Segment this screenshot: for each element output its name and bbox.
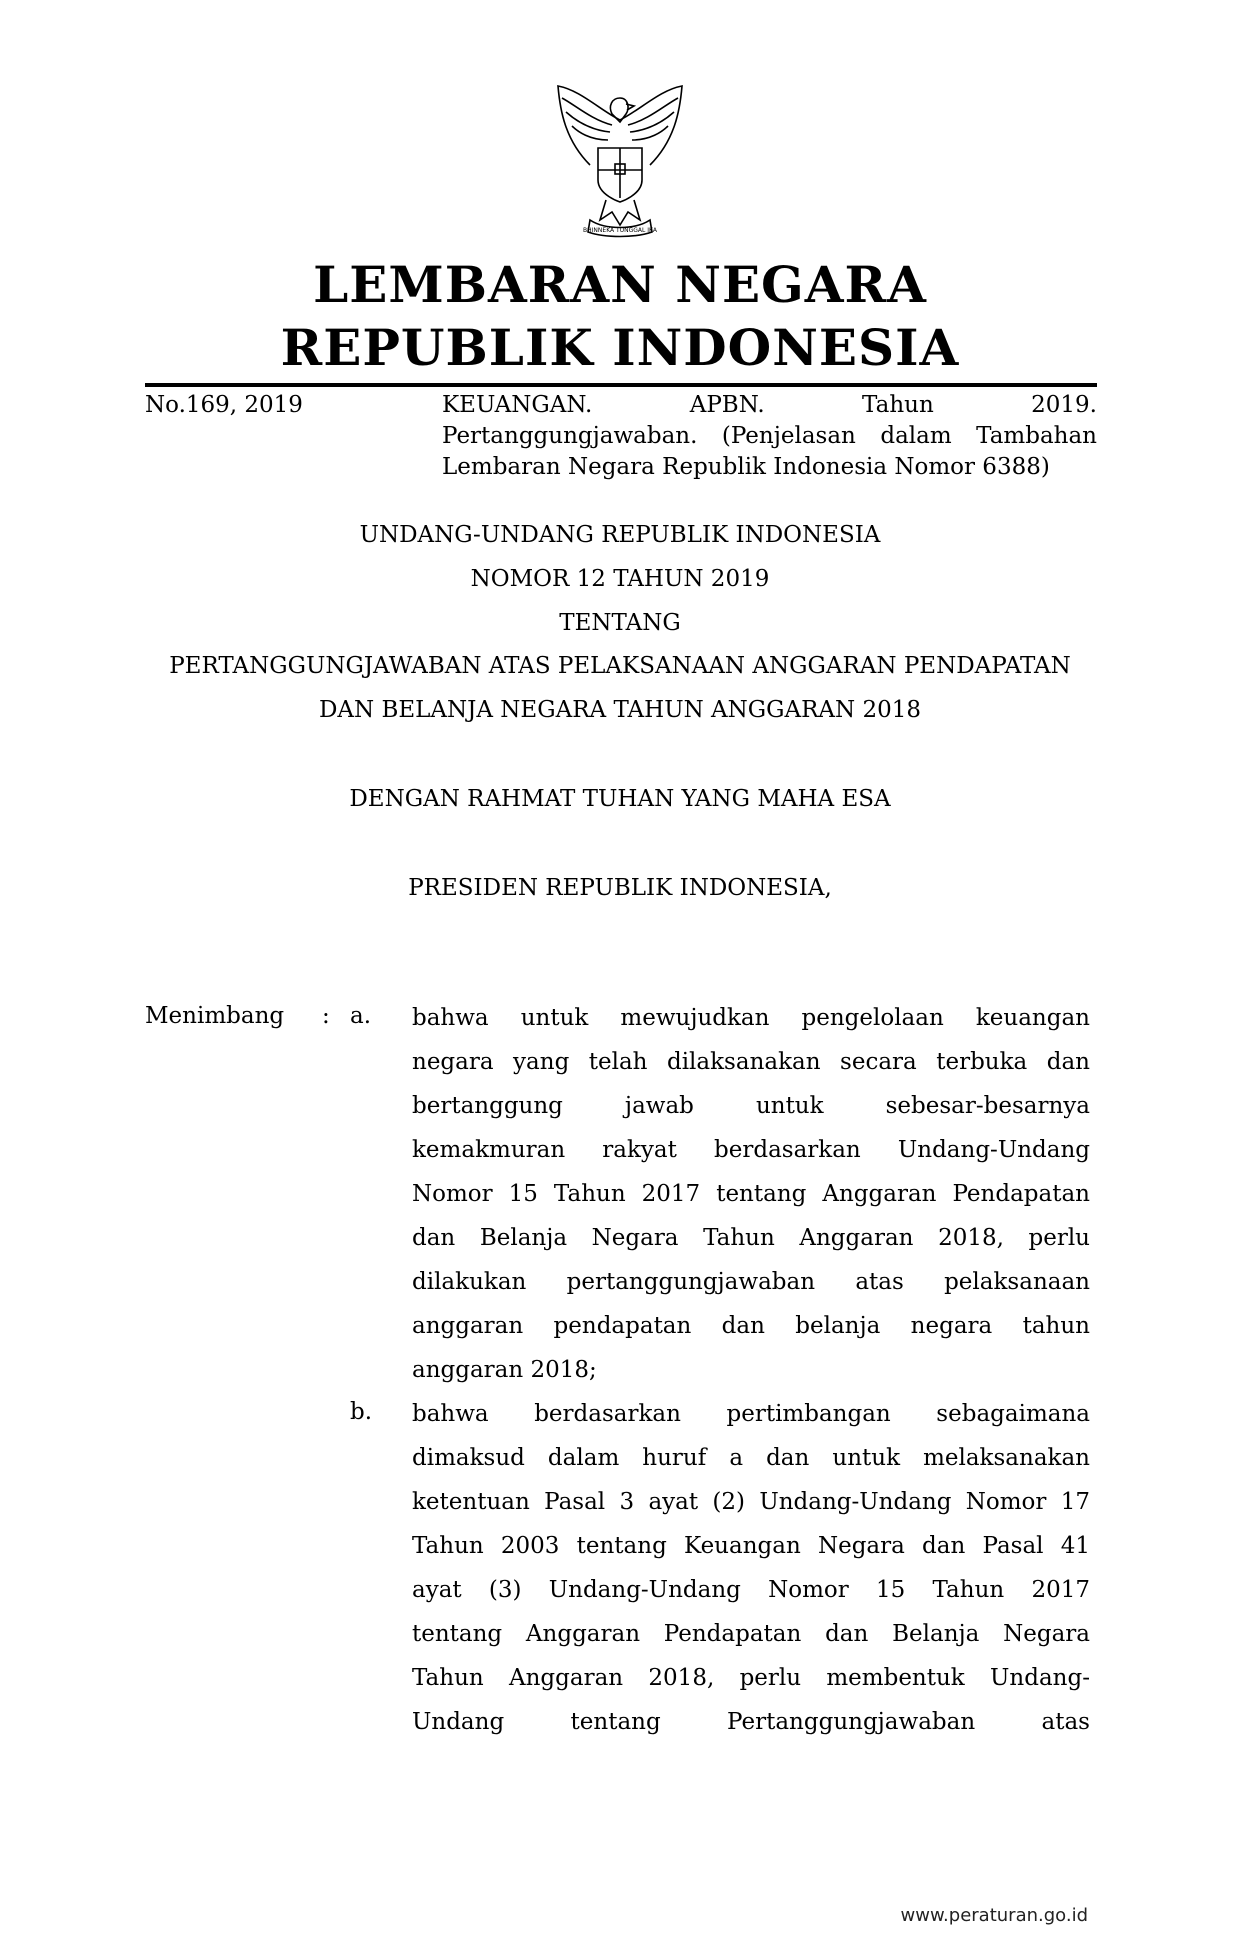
text-line: negara yang telah dilaksanakan secara terbuka dan (412, 1049, 1090, 1075)
text-line: bertanggung jawab untuk sebesar-besarnya (412, 1093, 1090, 1119)
text-line: ketentuan Pasal 3 ayat (2) Undang-Undang Nomor 17 (412, 1489, 1090, 1515)
text-line: bahwa untuk mewujudkan pengelolaan keuangan (412, 1005, 1090, 1031)
preamble-president: PRESIDEN REPUBLIK INDONESIA, (408, 875, 832, 901)
garuda-emblem-icon (520, 80, 720, 240)
text-line: kemakmuran rakyat berdasarkan Undang-Undang (412, 1137, 1090, 1163)
desc-word: 2019. (1031, 392, 1097, 418)
desc-word: KEUANGAN. (442, 392, 593, 418)
footer-url: www.peraturan.go.id (900, 1905, 1088, 1926)
law-number: NOMOR 12 TAHUN 2019 (470, 566, 770, 592)
considerations-colon: : (322, 1003, 330, 1029)
gazette-description-line2: Pertanggungjawaban. (Penjelasan dalam Tambahan (442, 423, 1097, 449)
gazette-description-line1 (442, 390, 1097, 421)
text-line: Tahun 2003 tentang Keuangan Negara dan Pasal 41 (412, 1533, 1090, 1559)
gazette-number: No.169, 2019 (145, 392, 303, 418)
text-line: Nomor 15 Tahun 2017 tentang Anggaran Pendapatan (412, 1181, 1090, 1207)
consideration-b-text (412, 1392, 1090, 1744)
law-subject-line1: PERTANGGUNGJAWABAN ATAS PELAKSANAAN ANGGARAN PENDAPATAN (169, 653, 1071, 679)
law-type: UNDANG-UNDANG REPUBLIK INDONESIA (359, 522, 881, 548)
emblem-motto: BHINNEKA TUNGGAL IKA (583, 227, 657, 234)
text-line: Tahun Anggaran 2018, perlu membentuk Undang- (412, 1665, 1090, 1691)
text-line: tentang Anggaran Pendapatan dan Belanja Negara (412, 1621, 1090, 1647)
law-about: TENTANG (559, 610, 681, 636)
text-line: dan Belanja Negara Tahun Anggaran 2018, perlu (412, 1225, 1090, 1251)
considerations-label: Menimbang (145, 1003, 285, 1029)
text-line: dimaksud dalam huruf a dan untuk melaksanakan (412, 1445, 1090, 1471)
item-b-marker: b. (350, 1399, 373, 1425)
desc-word: APBN. (689, 392, 765, 418)
header-divider (145, 383, 1097, 387)
item-a-marker: a. (350, 1003, 372, 1029)
gazette-title-line1: LEMBARAN NEGARA (313, 255, 927, 314)
text-line: Undang tentang Pertanggungjawaban atas (412, 1709, 1090, 1735)
preamble-invocation: DENGAN RAHMAT TUHAN YANG MAHA ESA (349, 786, 891, 812)
law-subject-line2: DAN BELANJA NEGARA TAHUN ANGGARAN 2018 (318, 697, 922, 723)
text-line: bahwa berdasarkan pertimbangan sebagaimana (412, 1401, 1090, 1427)
gazette-description-line3: Lembaran Negara Republik Indonesia Nomor 6388) (442, 454, 1050, 480)
gazette-title-line2: REPUBLIK INDONESIA (280, 318, 960, 377)
text-line: dilakukan pertanggungjawaban atas pelaksanaan (412, 1269, 1090, 1295)
text-line: ayat (3) Undang-Undang Nomor 15 Tahun 2017 (412, 1577, 1090, 1603)
consideration-a-text (412, 996, 1090, 1392)
text-line: anggaran pendapatan dan belanja negara tahun (412, 1313, 1090, 1339)
gazette-description (442, 390, 1097, 483)
text-line: anggaran 2018; (412, 1357, 597, 1383)
desc-word: Tahun (862, 392, 934, 418)
